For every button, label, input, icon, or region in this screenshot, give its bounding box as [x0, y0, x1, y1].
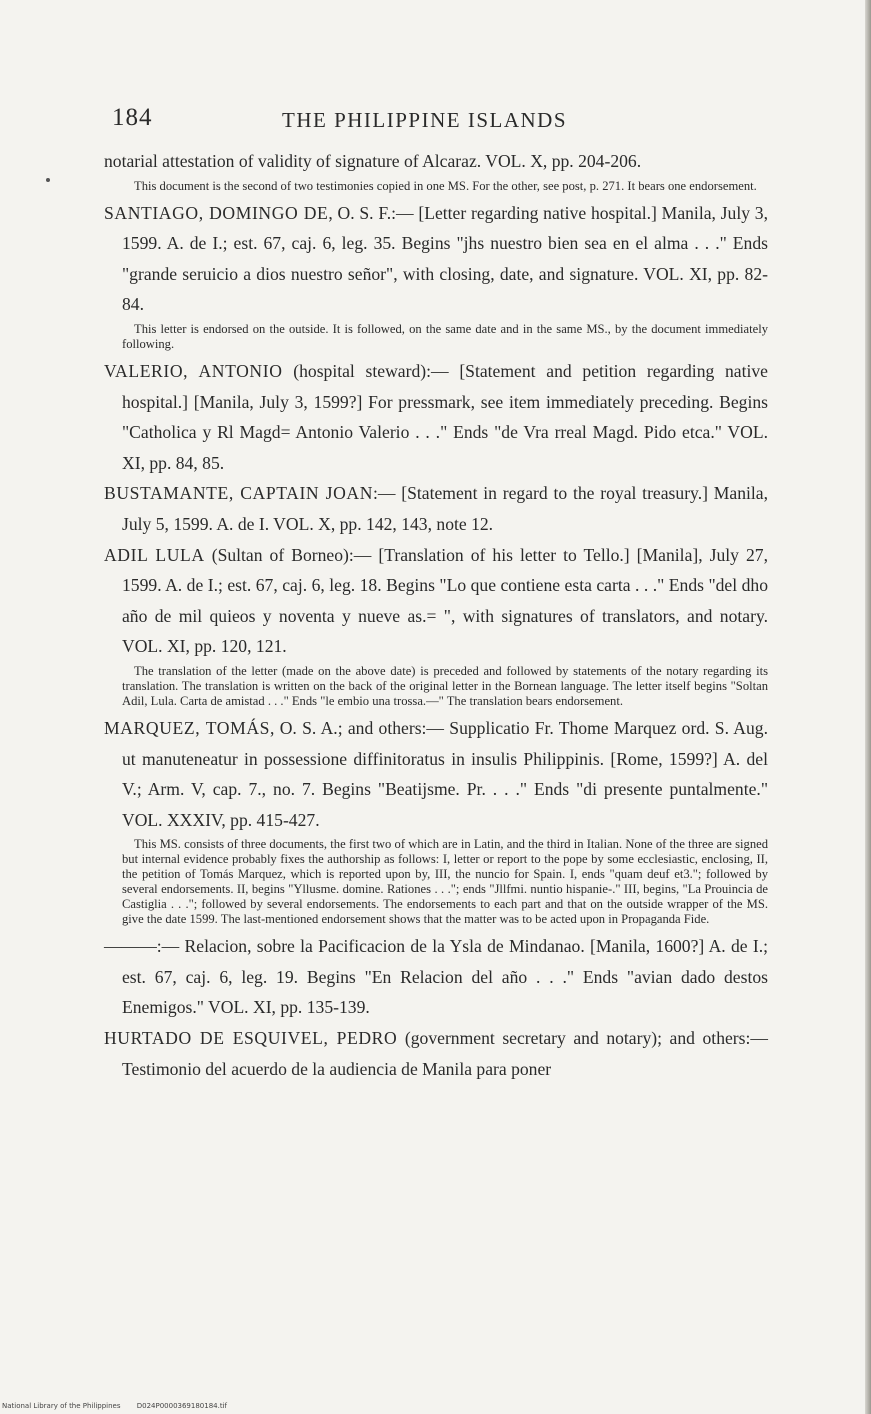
entry-adil-lula: ADIL LULA (Sultan of Borneo):— [Translation of his letter to Tello.] [Manila], July 27, 1599. A. de I.; est. 67, caj. 6, leg. 18. Begins "Lo que contiene esta carta . . ." Ends "del dho año de mil quieos y noventa y nueve as.= ", with signatures of translators, and notary. VOL. XI, pp. 120, 121. — [104, 544, 768, 657]
entry-author: SANTIAGO, DOMINGO DE — [104, 202, 329, 223]
entry-note: This letter is endorsed on the outside. It is followed, on the same date and in the same MS., by the document immediately following. — [122, 321, 768, 351]
entry-note: This document is the second of two testimonies copied in one MS. For the other, see post, p. 271. It bears one endorsement. — [134, 178, 757, 193]
running-title: THE PHILIPPINE ISLANDS — [282, 108, 567, 132]
footer-image-code: D024P0000369180184.tif — [136, 1402, 227, 1410]
entry-continued: notarial attestation of validity of signature of Alcaraz. VOL. X, pp. 204-206. — [104, 151, 642, 171]
entry-santiago: SANTIAGO, DOMINGO DE, O. S. F.:— [Letter regarding native hospital.] Manila, July 3, 1599. A. de I.; est. 67, caj. 6, leg. 35. Begins "jhs nuestro bien sea en el alma . . ." Ends "grande seruicio a dios nuestro señor", with closing, date, and signature. VOL. XI, pp. 82-84. — [104, 202, 768, 315]
footer-library: National Library of the Philippines — [2, 1402, 121, 1410]
scan-footer — [2, 1402, 241, 1410]
page-edge — [865, 0, 871, 1414]
entry-author: BUSTAMANTE, CAPTAIN JOAN — [104, 483, 373, 504]
entry-author: ADIL LULA — [104, 544, 205, 565]
entry-note: This MS. consists of three documents, the first two of which are in Latin, and the third in Italian. None of the three are signed but internal evidence probably fixes the authorship as follows: I, letter or report to the pope by some ecclesiastic, enclosing, II, the petition of Tomás Marquez, which is reported upon by, III, the nuncio for Spain. I, ends "quam deuf et3."; followed by several endorsements. II, begins "Yllusme. domine. Rationes . . ."; ends "Jllfmi. nuntio hispanie-." III, begins, "La Prouincia de Castiglia . . ."; followed by several endorsements. The endorsements to each part and that on the outside wrapper of the MS. give the date 1599. The last-mentioned endorsement shows that the matter was to be acted upon in Propaganda Fide. — [122, 837, 768, 927]
entry-author: VALERIO, ANTONIO — [104, 360, 283, 381]
entry-relacion: ———:— Relacion, sobre la Pacificacion de la Ysla de Mindanao. [Manila, 1600?] A. de I.; est. 67, caj. 6, leg. 19. Begins "En Relacion del año . . ." Ends "avian dado destos Enemigos." VOL. XI, pp. 135-139. — [104, 936, 768, 1018]
entry-marquez: MARQUEZ, TOMÁS, O. S. A.; and others:— Supplicatio Fr. Thome Marquez ord. S. Aug. ut manuteneatur in possessione diffinitoratus in insulis Philippinis. [Rome, 1599?] A. del V.; Arm. V, cap. 7., no. 7. Begins "Beatijsme. Pr. . . ." Ends "di presente puntalmente." VOL. XXXIV, pp. 415-427. — [104, 717, 769, 830]
bibliography-entries — [104, 146, 768, 1084]
page-number: 184 — [112, 104, 153, 131]
entry-bustamante: BUSTAMANTE, CAPTAIN JOAN:— [Statement in regard to the royal treasury.] Manila, July 5, 1599. A. de I. VOL. X, pp. 142, 143, note 12. — [104, 483, 768, 534]
entry-author: HURTADO DE ESQUIVEL, PEDRO — [104, 1028, 398, 1049]
margin-mark — [46, 178, 50, 182]
entry-note: The translation of the letter (made on the above date) is preceded and followed by statements of the notary regarding its translation. The translation is written on the back of the original letter in the Bornean language. The letter itself begins "Soltan Adil, Lula. Carta de amistad . . ." Ends "le embio una trossa.—" The translation bears endorsement. — [122, 663, 768, 708]
entry-author: MARQUEZ, TOMÁS — [104, 717, 271, 738]
entry-valerio: VALERIO, ANTONIO (hospital steward):— [Statement and petition regarding native hospital.] [Manila, July 3, 1599?] For pressmark, see item immediately preceding. Begins "Catholica y Rl Magd= Antonio Valerio . . ." Ends "de Vra rreal Magd. Pido etca." VOL. XI, pp. 84, 85. — [104, 360, 768, 473]
page-header — [112, 104, 772, 138]
entry-author: ——— — [104, 936, 157, 957]
entry-hurtado: HURTADO DE ESQUIVEL, PEDRO (government secretary and notary); and others:— Testimonio del acuerdo de la audiencia de Manila para poner — [104, 1028, 768, 1079]
